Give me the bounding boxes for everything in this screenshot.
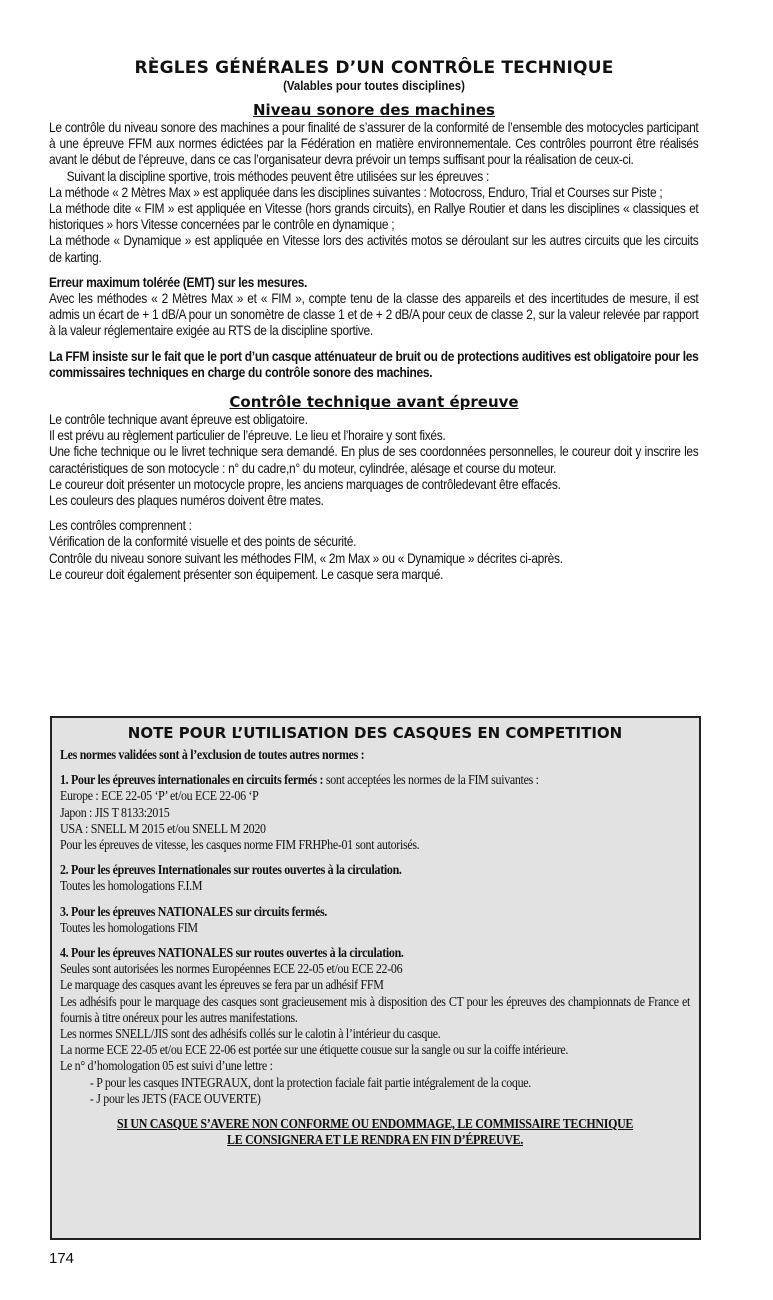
helmet-section-4-line-3: Les adhésifs pour le marquage des casques sont gracieusement mis à disposition des CT pour les épreuves des championnats de France et fournis à titre onéreux pour les autres manifestations. [60, 993, 691, 1025]
section-technical-body [49, 412, 698, 583]
page-subtitle: (Valables pour toutes disciplines) [283, 78, 465, 93]
helmet-section-1-heading: 1. Pour les épreuves internationales en circuits fermés : [60, 772, 324, 788]
helmet-japon: Japon : JIS T 8133:2015 [60, 804, 170, 820]
page-title: RÈGLES GÉNÉRALES D’UN CONTRÔLE TECHNIQUE [134, 58, 614, 78]
section-technical-heading: Contrôle technique avant épreuve [229, 393, 519, 412]
helmet-europe: Europe : ECE 22-05 ‘P’ et/ou ECE 22-06 ‘P [60, 788, 259, 804]
technical-line-4: Le coureur doit présenter un motocycle propre, les anciens marquages de contrôledevant être effacés. [49, 476, 561, 492]
helmet-note-box [50, 716, 701, 1240]
helmet-section-4-line-5: La norme ECE 22-05 et/ou ECE 22-06 est portée sur une étiquette cousue sur la sangle ou sur la coiffe intérieure. [60, 1042, 569, 1058]
section-noise-heading: Niveau sonore des machines [253, 101, 495, 119]
helmet-section-4-line-1: Seules sont autorisées les normes Européennes ECE 22-05 et/ou ECE 22-06 [60, 961, 403, 977]
helmet-note-title: NOTE POUR L’UTILISATION DES CASQUES EN COMPETITION [127, 724, 623, 742]
helmet-note-body [60, 747, 690, 1148]
document-page [49, 58, 699, 583]
helmet-section-2-heading: 2. Pour les épreuves Internationales sur routes ouvertes à la circulation. [60, 862, 402, 878]
noise-paragraph-3: La méthode « 2 Mètres Max » est appliquée dans les disciplines suivantes : Motocross, Enduro, Trial et Courses sur Piste ; [49, 184, 663, 200]
noise-paragraph-5: La méthode « Dynamique » est appliquée en Vitesse lors des activités motos se déroulant sur les autres circuits que les circuits de karting. [49, 233, 699, 265]
noise-paragraph-2: Suivant la discipline sportive, trois méthodes peuvent être utilisées sur les épreuves : [66, 168, 489, 184]
helmet-warning-line-2: LE CONSIGNERA ET LE RENDRA EN FIN D’ÉPREUVE. [227, 1132, 524, 1148]
technical-line-7: Vérification de la conformité visuelle et des points de sécurité. [49, 534, 357, 550]
helmet-list-item-p: - P pour les casques INTEGRAUX, dont la protection faciale fait partie intégralement de la coque. [89, 1074, 531, 1090]
technical-line-3: Une fiche technique ou le livret technique sera demandé. En plus de ses coordonnées personnelles, le coureur doit y inscrire les caractéristiques de son motocycle : n° du cadre,n° du moteur, cylindrée, alésage et course du moteur. [49, 444, 699, 476]
helmet-intro: Les normes validées sont à l’exclusion de toutes autres normes : [60, 747, 365, 762]
emt-text: Avec les méthodes « 2 Mètres Max » et « FIM », compte tenu de la classe des appareils et des incertitudes de mesure, il est admis un écart de + 1 dB/A pour un sonomètre de classe 1 et de + 2 dB/A pour ceux de classe 2, sur la valeur relevée par rapport à la valeur réglementaire exigée au RTS de la discipline sportive. [49, 291, 699, 339]
helmet-section-4-heading: 4. Pour les épreuves NATIONALES sur routes ouvertes à la circulation. [60, 945, 404, 961]
helmet-vitesse: Pour les épreuves de vitesse, les casques norme FIM FRHPhe-01 sont autorisés. [60, 837, 420, 853]
helmet-section-3-text: Toutes les homologations FIM [60, 919, 198, 935]
helmet-section-4-line-6: Le n° d’homologation 05 est suivi d’une lettre : [60, 1058, 273, 1074]
technical-line-2: Il est prévu au règlement particulier de l’épreuve. Le lieu et l’horaire y sont fixés. [49, 428, 446, 444]
section-noise-body [49, 120, 698, 381]
helmet-section-2-text: Toutes les homologations F.I.M [60, 878, 203, 894]
helmet-section-3-heading: 3. Pour les épreuves NATIONALES sur circuits fermés. [60, 903, 327, 919]
noise-paragraph-4: La méthode dite « FIM » est appliquée en Vitesse (hors grands circuits), en Rallye Routier et dans les disciplines « classiques et historiques » hors Vitesse concernées par le contrôle en dynamique ; [49, 201, 699, 233]
emt-heading: Erreur maximum tolérée (EMT) sur les mesures. [49, 274, 308, 290]
helmet-section-4-line-2: Le marquage des casques avant les épreuves se fera par un adhésif FFM [60, 977, 384, 993]
helmet-warning-line-1: SI UN CASQUE S’AVERE NON CONFORME OU ENDOMMAGE, LE COMMISSAIRE TECHNIQUE [116, 1116, 634, 1132]
helmet-list-item-j: - J pour les JETS (FACE OUVERTE) [89, 1090, 261, 1106]
helmet-section-4-line-4: Les normes SNELL/JIS sont des adhésifs collés sur le calotin à l’intérieur du casque. [60, 1026, 441, 1042]
technical-line-1: Le contrôle technique avant épreuve est obligatoire. [49, 412, 308, 428]
technical-line-5: Les couleurs des plaques numéros doivent être mates. [49, 493, 324, 509]
page-number: 174 [49, 1250, 75, 1267]
technical-line-9: Le coureur doit également présenter son équipement. Le casque sera marqué. [49, 566, 444, 582]
helmet-section-1 [60, 772, 690, 788]
helmet-section-1-text: sont acceptées les normes de la FIM suivantes : [323, 772, 539, 788]
technical-line-6: Les contrôles comprennent : [49, 518, 192, 534]
helmet-usa: USA : SNELL M 2015 et/ou SNELL M 2020 [60, 820, 266, 836]
technical-line-8: Contrôle du niveau sonore suivant les méthodes FIM, « 2m Max » ou « Dynamique » décrites ci-après. [49, 550, 563, 566]
ffm-note: La FFM insiste sur le fait que le port d’un casque atténuateur de bruit ou de protections auditives est obligatoire pour les commissaires techniques en charge du contrôle sonore des machines. [49, 348, 699, 380]
noise-paragraph-1: Le contrôle du niveau sonore des machines a pour finalité de s’assurer de la conformité de l’ensemble des motocycles participant à une épreuve FFM aux normes édictées par la Fédération en matière environnementale. Ces contrôles pourront être réalisés avant le début de l’épreuve, dans ce cas l’organisateur devra prévoir un temps suffisant pour la réalisation de ceux-ci. [49, 120, 699, 168]
